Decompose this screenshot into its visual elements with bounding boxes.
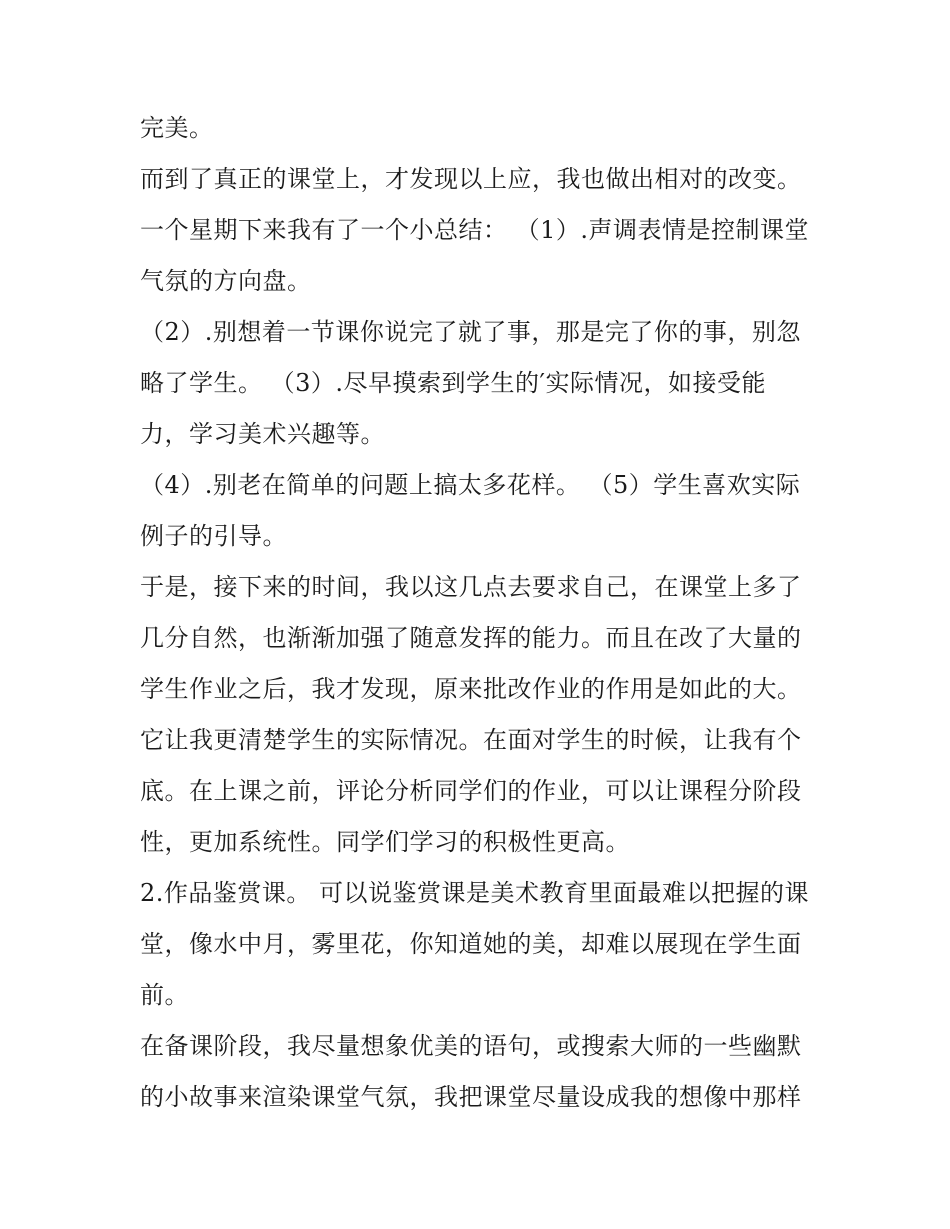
text-line: 气氛的方向盘。 <box>140 267 312 295</box>
text-line: 几分自然，也渐渐加强了随意发挥的能力。而且在改了大量的 <box>140 624 802 652</box>
document-body <box>140 103 820 1123</box>
text-line: 一个星期下来我有了一个小总结： （1）.声调表情是控制课堂 <box>140 216 810 244</box>
text-line: 前。 <box>140 981 189 1009</box>
text-line: 而到了真正的课堂上，才发现以上应，我也做出相对的改变。 <box>140 165 802 193</box>
text-line: 于是，接下来的时间，我以这几点去要求自己，在课堂上多了 <box>140 573 802 601</box>
text-line: 2.作品鉴赏课。 可以说鉴赏课是美术教育里面最难以把握的课 <box>140 879 810 907</box>
text-line: 例子的引导。 <box>140 522 287 550</box>
text-line: 性，更加系统性。同学们学习的积极性更高。 <box>140 828 630 856</box>
text-line: 底。在上课之前，评论分析同学们的作业，可以让课程分阶段 <box>140 777 802 805</box>
text-line: 学生作业之后，我才发现，原来批改作业的作用是如此的大。 <box>140 675 802 703</box>
text-line: 它让我更清楚学生的实际情况。在面对学生的时候，让我有个 <box>140 726 802 754</box>
text-line: 的小故事来渲染课堂气氛，我把课堂尽量设成我的想像中那样 <box>140 1083 802 1111</box>
text-line: （2）.别想着一节课你说完了就了事，那是完了你的事，别忽 <box>140 318 801 346</box>
text-line: 堂，像水中月，雾里花，你知道她的美，却难以展现在学生面 <box>140 930 802 958</box>
text-line: （4）.别老在简单的问题上搞太多花样。 （5）学生喜欢实际 <box>140 471 801 499</box>
text-line: 在备课阶段，我尽量想象优美的语句，或搜索大师的一些幽默 <box>140 1032 802 1060</box>
text-line: 略了学生。 （3）.尽早摸索到学生的′实际情况，如接受能 <box>140 369 766 397</box>
text-line: 完美。 <box>140 114 214 142</box>
text-line: 力，学习美术兴趣等。 <box>140 420 385 448</box>
